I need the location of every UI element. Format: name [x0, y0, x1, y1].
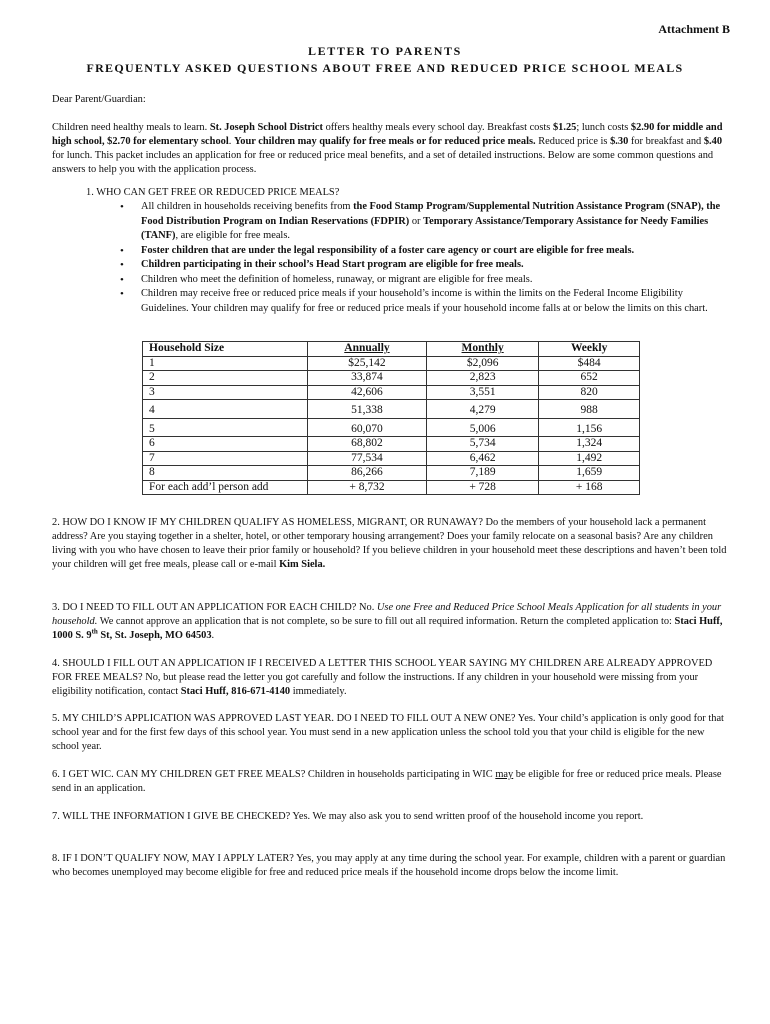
address-text: Staci Huff, 1000 S. 9 [52, 616, 723, 641]
question-text: 3. DO I NEED TO FILL OUT AN APPLICATION FOR EACH CHILD? No. [52, 602, 377, 613]
program-names: Temporary Assistance/Temporary Assistance for Needy Families (TANF) [141, 215, 709, 241]
qualify-statement: Your children may qualify for free meals or for reduced price meals. [233, 136, 536, 147]
table-cell: 5,734 [426, 437, 538, 452]
table-cell: 42,606 [308, 385, 427, 400]
question-1-heading: 1. WHO CAN GET FREE OR REDUCED PRICE MEALS? [86, 187, 340, 198]
table-cell: 5,006 [426, 418, 538, 437]
income-eligibility-table [142, 341, 640, 495]
letter-title: LETTER TO PARENTS [308, 44, 462, 58]
lunch-prices: $2.90 for middle and high school, $2.70 for elementary school [52, 122, 723, 147]
table-cell: 1,492 [539, 451, 640, 466]
table-cell: 3,551 [426, 385, 538, 400]
question-text-italic: Use one Free and Reduced Price School Meals Application for all students in your household. [52, 602, 722, 627]
table-row [143, 437, 640, 452]
question-text: 4. SHOULD I FILL OUT AN APPLICATION IF I RECEIVED A LETTER THIS SCHOOL YEAR SAYING MY CHILDREN ARE ALREADY APPROVED FOR FREE MEALS? No, but please read the letter you got carefully and follow the instructions. If any children in your household were missing from your eligibility notification, contact [52, 658, 713, 697]
list-item [122, 258, 728, 273]
list-item [122, 244, 728, 259]
column-header: Weekly [539, 342, 640, 357]
table-cell: 33,874 [308, 371, 427, 386]
question-4 [52, 657, 732, 699]
list-item-text: or [409, 215, 424, 227]
column-header: Monthly [426, 342, 538, 357]
table-cell: 1,156 [539, 418, 640, 437]
intro-paragraph [52, 121, 732, 177]
question-text: We cannot approve an application that is not complete, so be sure to fill out all required information. Return the completed application to: [97, 616, 675, 627]
question-7: 7. WILL THE INFORMATION I GIVE BE CHECKED? Yes. We may also ask you to send written proof of the household income you report. [52, 811, 644, 822]
question-text: 6. I GET WIC. CAN MY CHILDREN GET FREE MEALS? Children in households participating in WIC [52, 769, 496, 780]
table-cell: 7,189 [426, 466, 538, 481]
table-cell: 988 [539, 400, 640, 419]
list-item-text: Children who meet the definition of homeless, runaway, or migrant are eligible for free meals. [141, 273, 533, 285]
letter-subtitle: FREQUENTLY ASKED QUESTIONS ABOUT FREE AND REDUCED PRICE SCHOOL MEALS [86, 61, 684, 75]
table-row [143, 480, 640, 495]
district-name: St. Joseph School District [209, 122, 323, 133]
table-cell: + 728 [426, 480, 538, 495]
table-row [143, 451, 640, 466]
program-names: the Food Stamp Program/Supplemental Nutrition Assistance Program (SNAP), the Food Distribution Program on Indian Reservations (FDPIR) [141, 201, 721, 227]
list-item-text: Foster children that are under the legal responsibility of a foster care agency or court are eligible for free meals. [141, 244, 635, 256]
table-cell: 4,279 [426, 400, 538, 419]
list-item-text: Children may receive free or reduced price meals if your household’s income is within the limits on the Federal Income Eligibility Guidelines. Your children may qualify for free or reduced price meals if your household income falls at or below the limits on this chart. [141, 288, 708, 314]
table-row [143, 371, 640, 386]
table-cell: 77,534 [308, 451, 427, 466]
question-5: 5. MY CHILD’S APPLICATION WAS APPROVED LAST YEAR. DO I NEED TO FILL OUT A NEW ONE? Yes. Your child’s application is only good for that school year and for the first few days of this school year. You must send in a new application unless the school told you that your child is eligible for the new school year. [52, 713, 724, 752]
salutation: Dear Parent/Guardian: [52, 94, 146, 105]
question-text: be eligible for free or reduced price meals. Please send in an application. [52, 769, 722, 794]
contact-info: Staci Huff, 816-671-4140 [180, 686, 291, 697]
table-cell: 1,659 [539, 466, 640, 481]
table-row [143, 385, 640, 400]
question-2 [52, 516, 732, 572]
intro-text: for lunch. This packet includes an application for free or reduced price meal benefits, and a set of detailed instructions. Below are some common questions and answers to help you with the application process. [52, 150, 714, 175]
table-row [143, 356, 640, 371]
table-cell: $484 [539, 356, 640, 371]
list-item-text: Children participating in their school’s Head Start program are eligible for free meals. [141, 259, 524, 270]
table-cell: + 168 [539, 480, 640, 495]
question-6 [52, 768, 732, 796]
intro-text: for breakfast and [628, 136, 704, 147]
breakfast-price: $1.25 [552, 122, 577, 133]
table-cell: 820 [539, 385, 640, 400]
intro-text: offers healthy meals every school day. Breakfast costs [322, 122, 553, 133]
table-cell: 1,324 [539, 437, 640, 452]
table-cell: 2,823 [426, 371, 538, 386]
list-item-text: All children in households receiving benefits from [141, 201, 354, 212]
table-cell: 3 [143, 385, 308, 400]
question-text: 2. HOW DO I KNOW IF MY CHILDREN QUALIFY AS HOMELESS, MIGRANT, OR RUNAWAY? Do the members of your household lack a permanent address? Are you staying together in a shelter, hotel, or other temporary housing arrangement? Does your family relocate on a seasonal basis? Are any children living with you who have chosen to leave their prior family or household? If you believe children in your household meet these descriptions and haven’t been told your children will get free meals, please call or e-mail [52, 517, 727, 570]
intro-text: Reduced price is [535, 136, 611, 147]
question-text: immediately. [290, 686, 347, 697]
table-row [143, 418, 640, 437]
list-item [122, 200, 728, 244]
question-8: 8. IF I DON’T QUALIFY NOW, MAY I APPLY LATER? Yes, you may apply at any time during the school year. For example, children with a parent or guardian who becomes unemployed may become eligible for free and reduced price meals if the household income drops below the income limit. [52, 853, 726, 878]
list-item-text: , are eligible for free meals. [175, 230, 290, 241]
table-cell: 8 [143, 466, 308, 481]
table-cell: 51,338 [308, 400, 427, 419]
question-text: . [322, 559, 326, 570]
list-item [122, 273, 728, 288]
table-cell: + 8,732 [308, 480, 427, 495]
table-cell: 1 [143, 356, 308, 371]
table-cell: 7 [143, 451, 308, 466]
emphasis-may: may [495, 769, 514, 780]
table-row [143, 466, 640, 481]
column-header: Annually [308, 342, 427, 357]
question-3 [52, 601, 732, 643]
address-superscript: th [91, 627, 98, 636]
table-cell: 60,070 [308, 418, 427, 437]
table-header-row [143, 342, 640, 357]
address-text: St, St. Joseph, MO 64503 [97, 630, 212, 641]
reduced-lunch-price: $.40 [703, 136, 723, 147]
table-cell: 6 [143, 437, 308, 452]
column-header: Household Size [143, 342, 308, 357]
intro-text: Children need healthy meals to learn. [52, 122, 210, 133]
reduced-breakfast-price: $.30 [610, 136, 629, 147]
table-cell: 6,462 [426, 451, 538, 466]
table-cell: 68,802 [308, 437, 427, 452]
table-cell: $2,096 [426, 356, 538, 371]
table-cell: 2 [143, 371, 308, 386]
table-row [143, 400, 640, 419]
table-cell: 652 [539, 371, 640, 386]
eligibility-list [122, 200, 728, 316]
question-text: . [211, 630, 215, 641]
table-cell: $25,142 [308, 356, 427, 371]
table-cell: 5 [143, 418, 308, 437]
attachment-label: Attachment B [658, 22, 730, 36]
contact-name: Kim Siela [279, 559, 323, 570]
list-item [122, 287, 728, 316]
table-cell: 4 [143, 400, 308, 419]
intro-text: ; lunch costs [576, 122, 631, 133]
table-cell: 86,266 [308, 466, 427, 481]
table-cell: For each add’l person add [143, 480, 308, 495]
intro-text: . [228, 136, 234, 147]
